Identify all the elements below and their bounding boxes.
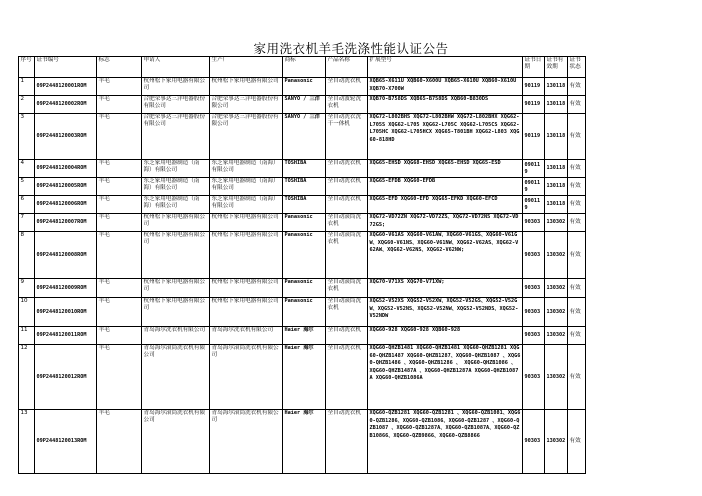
- cell-product: 全自动波轮洗衣机: [326, 96, 368, 114]
- cell-brand: TOSHIBA: [283, 178, 326, 196]
- cell-cert-no: 09P2448120010ROM: [35, 298, 97, 327]
- cell-mark: 羊毛: [97, 410, 142, 474]
- cell-cert-no: 09P2448120004ROM: [35, 160, 97, 178]
- cell-manufacturer: 杭州松下家用电器有限公司: [210, 279, 283, 298]
- cell-valid: 130302: [545, 410, 568, 474]
- cell-status: 有效: [568, 196, 586, 214]
- cell-cert-no: 09P2448120005ROM: [35, 178, 97, 196]
- cell-issue-date: 90303: [523, 232, 545, 279]
- cell-cert-no: 09P2448120011ROM: [35, 327, 97, 345]
- cell-seq: 12: [19, 345, 35, 410]
- table-row: [19, 345, 586, 410]
- cell-seq: 5: [19, 178, 35, 196]
- cell-valid: 130118: [545, 178, 568, 196]
- cell-brand: Panasonic: [283, 78, 326, 96]
- cell-status: 有效: [568, 178, 586, 196]
- header-status: 证书状态: [568, 57, 586, 78]
- cell-brand: Panasonic: [283, 232, 326, 279]
- cell-cert-no: 09P2448120007ROM: [35, 214, 97, 232]
- cell-models: XQG60-QHZB1481 XQG60-QHZB1481 XQG60-QHZB1281 XQG60-QHZB1487 XQG60-QHZB1287、XQG60-QHZB1087 、XQG60-QHZB1486 、XQG60-QHZB1286 、 XQG60-QHZB1086 、 XQG60-QHZB1487A 、XQG60-QHZB1287A XQG60-QHZB1087A XQG60-QHZB1086A: [368, 345, 523, 410]
- cell-models: XQG60-QZB1281 XQG60-QZB1281 、XQG60-QZB1081、XQG60-QZB1286、XQG60-QZB1086、XQG60-QZB1287 、XQG60-QZB1087 、XQG60-QZB1287A、XQG60-QZB1087A、XQG60-QZB10866、XQG60-QZB9866、XQG60-QZB8866: [368, 410, 523, 474]
- cell-status: 有效: [568, 327, 586, 345]
- cell-valid: 130302: [545, 214, 568, 232]
- table-row: [19, 114, 586, 160]
- cell-issue-date: 90303: [523, 279, 545, 298]
- cell-status: 有效: [568, 410, 586, 474]
- cell-models: XQG72-L802BHS XQG72-L802BHW XQG72-L802BHX XQG62-L705S XQG62-L705 XQG62-L705C XQG62-L705CS XQG62-L705HC XQG62-L705HCX XQG65-T801BH XQG62-L803 XQG60-818HD: [368, 114, 523, 160]
- cell-valid: 130118: [545, 114, 568, 160]
- table-row: [19, 196, 586, 214]
- cell-mark: 羊毛: [97, 298, 142, 327]
- cell-seq: 11: [19, 327, 35, 345]
- cell-manufacturer: 东芝家用电器制造（南海）有限公司: [210, 160, 283, 178]
- cell-cert-no: 09P2448120002ROM: [35, 96, 97, 114]
- cell-mark: 羊毛: [97, 279, 142, 298]
- cell-cert-no: 09P2448120001ROM: [35, 78, 97, 96]
- cell-mark: 羊毛: [97, 114, 142, 160]
- cell-models: XQG70-V71XS XQG70-V71XW;: [368, 279, 523, 298]
- table-row: [19, 298, 586, 327]
- cell-seq: 3: [19, 114, 35, 160]
- cell-applicant: 东芝家用电器制造（南海）有限公司: [142, 196, 210, 214]
- cell-status: 有效: [568, 232, 586, 279]
- cell-mark: 羊毛: [97, 160, 142, 178]
- cell-status: 有效: [568, 298, 586, 327]
- cell-manufacturer: 东芝家用电器制造（南海）有限公司: [210, 196, 283, 214]
- cell-valid: 130118: [545, 96, 568, 114]
- cell-manufacturer: 青岛海尔滚筒洗衣机有限公司: [210, 345, 283, 410]
- cell-product: 全自动洗衣机: [326, 178, 368, 196]
- cell-models: XQG52-V52XS XQG52-V52XW、XQG52-V52GS、XQG52-V52GW、XQG52-V52NS、XQG52-V52NW、XQG52-V52NDS、XQG52-V52NDW: [368, 298, 523, 327]
- cell-brand: Panasonic: [283, 298, 326, 327]
- cell-issue-date: 90303: [523, 298, 545, 327]
- cell-models: XQG65-EHSD XQG68-EHSD XQG65-EHSD XQG65-ESD: [368, 160, 523, 178]
- cell-seq: 1: [19, 78, 35, 96]
- cell-models: XQG60-V61AS XQG60-V61AW、XQG60-V61GS、XQG60-V61GW、XQG60-V61NS、XQG60-V61NW、XQG62-V62AS、XQG62-V62AW、XQG62-V62NS、XQG62-V62NW;: [368, 232, 523, 279]
- cell-applicant: 青岛海尔滚筒洗衣机有限公司: [142, 410, 210, 474]
- cell-models: XQG65-EFD XQG60-EFD XQG65-EFKD XQG60-EFCD: [368, 196, 523, 214]
- cell-mark: 羊毛: [97, 232, 142, 279]
- cell-valid: 130118: [545, 160, 568, 178]
- cell-valid: 130302: [545, 279, 568, 298]
- cell-brand: SANYO / 三洋: [283, 96, 326, 114]
- cell-issue-date: 090119: [523, 160, 545, 178]
- cell-applicant: 东芝家用电器制造（南海）有限公司: [142, 178, 210, 196]
- header-product: 产品名称: [326, 57, 368, 78]
- header-issue-date: 证书日期: [523, 57, 545, 78]
- table-row: [19, 96, 586, 114]
- cell-issue-date: 90119: [523, 78, 545, 96]
- cell-status: 有效: [568, 96, 586, 114]
- cell-applicant: 合肥荣事达三洋电器股份有限公司: [142, 114, 210, 160]
- cell-brand: TOSHIBA: [283, 160, 326, 178]
- cell-seq: 13: [19, 410, 35, 474]
- table-row: [19, 178, 586, 196]
- cell-cert-no: 09P2448120008ROM: [35, 232, 97, 279]
- cell-product: 全自动滚筒洗衣机: [326, 298, 368, 327]
- cell-product: 全自动洗衣机: [326, 345, 368, 410]
- table-row: [19, 214, 586, 232]
- cell-manufacturer: 青岛海尔洗衣机有限公司: [210, 327, 283, 345]
- header-manufacturer: 生产厂: [210, 57, 283, 78]
- page-title: 家用洗衣机羊毛洗涤性能认证公告: [253, 41, 449, 56]
- cell-cert-no: 09P2448120009ROM: [35, 279, 97, 298]
- cell-issue-date: 90303: [523, 410, 545, 474]
- cell-brand: SANYO / 三洋: [283, 114, 326, 160]
- cell-issue-date: 90303: [523, 327, 545, 345]
- cell-issue-date: 090119: [523, 196, 545, 214]
- cell-status: 有效: [568, 214, 586, 232]
- cell-seq: 2: [19, 96, 35, 114]
- cell-mark: 羊毛: [97, 327, 142, 345]
- cell-applicant: 青岛海尔洗衣机有限公司: [142, 327, 210, 345]
- cell-seq: 4: [19, 160, 35, 178]
- cell-valid: 130302: [545, 345, 568, 410]
- cell-brand: Panasonic: [283, 214, 326, 232]
- cell-seq: 7: [19, 214, 35, 232]
- cell-applicant: 杭州松下家用电器有限公司: [142, 78, 210, 96]
- cell-mark: 羊毛: [97, 96, 142, 114]
- cell-product: 全自动滚筒洗衣机: [326, 279, 368, 298]
- table-row: [19, 232, 586, 279]
- table-row: [19, 327, 586, 345]
- cell-cert-no: 09P2448120012ROM: [35, 345, 97, 410]
- cell-brand: Haier 海尔: [283, 327, 326, 345]
- cell-manufacturer: 杭州松下家用电器有限公司: [210, 298, 283, 327]
- cell-manufacturer: 合肥荣事达三洋电器股份有限公司: [210, 96, 283, 114]
- cell-product: 全自动洗衣机: [326, 410, 368, 474]
- header-seq: 序号: [19, 57, 35, 78]
- cell-issue-date: 90303: [523, 214, 545, 232]
- cell-product: 全自动滚筒洗衣机: [326, 214, 368, 232]
- header-cert-no: 证书编号: [35, 57, 97, 78]
- cell-applicant: 合肥荣事达三洋电器股份有限公司: [142, 96, 210, 114]
- header-models: 扩展型号: [368, 57, 523, 78]
- cell-issue-date: 90119: [523, 96, 545, 114]
- cell-issue-date: 90119: [523, 114, 545, 160]
- cell-models: XQB65-X611U XQB60-X600U XQB65-X610U XQB60-X610U XQB70-X700W: [368, 78, 523, 96]
- cell-models: XQG60-928 XQG60-928 XQB60-928: [368, 327, 523, 345]
- table-header-row: [19, 57, 586, 78]
- cell-brand: TOSHIBA: [283, 196, 326, 214]
- cell-applicant: 杭州松下家用电器有限公司: [142, 214, 210, 232]
- cell-seq: 9: [19, 279, 35, 298]
- cell-status: 有效: [568, 345, 586, 410]
- header-valid: 证书有效期: [545, 57, 568, 78]
- cell-mark: 羊毛: [97, 178, 142, 196]
- cell-product: 全自动滚筒洗衣机: [326, 232, 368, 279]
- header-brand: 商标: [283, 57, 326, 78]
- table-row: [19, 160, 586, 178]
- cell-product: 全自动洗衣机: [326, 160, 368, 178]
- cell-status: 有效: [568, 279, 586, 298]
- table-row: [19, 410, 586, 474]
- cell-brand: Haier 海尔: [283, 345, 326, 410]
- cell-issue-date: 090119: [523, 178, 545, 196]
- header-applicant: 申请人: [142, 57, 210, 78]
- cell-product: 全自动洗衣洗干一体机: [326, 114, 368, 160]
- cell-issue-date: 90303: [523, 345, 545, 410]
- cell-status: 有效: [568, 160, 586, 178]
- cell-cert-no: 09P2448120003ROM: [35, 114, 97, 160]
- cell-applicant: 杭州松下家用电器有限公司: [142, 279, 210, 298]
- cell-applicant: 杭州松下家用电器有限公司: [142, 232, 210, 279]
- cell-mark: 羊毛: [97, 345, 142, 410]
- cell-valid: 130118: [545, 78, 568, 96]
- cell-mark: 羊毛: [97, 196, 142, 214]
- cell-manufacturer: 杭州松下家用电器有限公司: [210, 232, 283, 279]
- cell-product: 全自动洗衣机: [326, 78, 368, 96]
- cell-product: 全自动洗衣机: [326, 196, 368, 214]
- cell-valid: 130302: [545, 327, 568, 345]
- cell-seq: 10: [19, 298, 35, 327]
- cell-manufacturer: 东芝家用电器制造（南海）有限公司: [210, 178, 283, 196]
- cell-models: XQG65-EFDB XQG60-EFDB: [368, 178, 523, 196]
- header-mark: 标志: [97, 57, 142, 78]
- cell-models: XQB70-B758DS XQB65-B758DS XQB60-B830DS: [368, 96, 523, 114]
- cell-mark: 羊毛: [97, 214, 142, 232]
- cell-cert-no: 09P2448120006ROM: [35, 196, 97, 214]
- cell-mark: 羊毛: [97, 78, 142, 96]
- cell-applicant: 东芝家用电器制造（南海）有限公司: [142, 160, 210, 178]
- cell-seq: 6: [19, 196, 35, 214]
- cell-models: XQG72-VD72ZN XQG72-VD72ZS、XQG72-VD72NS XQG72-VD72GS;: [368, 214, 523, 232]
- cell-applicant: 青岛海尔滚筒洗衣机有限公司: [142, 345, 210, 410]
- cell-brand: Haier 海尔: [283, 410, 326, 474]
- cell-manufacturer: 合肥荣事达三洋电器股份有限公司: [210, 114, 283, 160]
- table-row: [19, 279, 586, 298]
- cell-status: 有效: [568, 114, 586, 160]
- cell-valid: 130302: [545, 298, 568, 327]
- cell-manufacturer: 青岛海尔滚筒洗衣机有限公司: [210, 410, 283, 474]
- cell-status: 有效: [568, 78, 586, 96]
- cell-manufacturer: 杭州松下家用电器有限公司: [210, 214, 283, 232]
- certification-table: [18, 56, 586, 474]
- cell-manufacturer: 杭州松下家用电器有限公司: [210, 78, 283, 96]
- cell-product: 全自动洗衣机: [326, 327, 368, 345]
- cell-cert-no: 09P2448120013ROM: [35, 410, 97, 474]
- cell-seq: 8: [19, 232, 35, 279]
- table-row: [19, 78, 586, 96]
- cell-brand: Panasonic: [283, 279, 326, 298]
- cell-valid: 130118: [545, 196, 568, 214]
- cell-applicant: 杭州松下家用电器有限公司: [142, 298, 210, 327]
- cell-valid: 130302: [545, 232, 568, 279]
